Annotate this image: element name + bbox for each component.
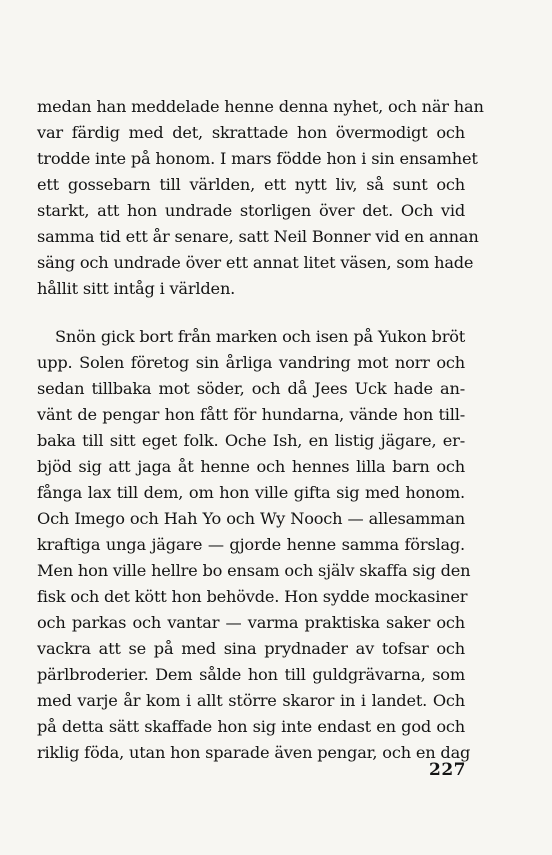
text-line: på detta sätt skaffade hon sig inte endast en god och <box>37 717 465 736</box>
text-line: Och Imego och Hah Yo och Wy Nooch — allesamman <box>37 509 465 528</box>
paragraph-2 <box>37 324 471 766</box>
text-line: säng och undrade över ett annat litet väsen, som hade <box>37 253 474 272</box>
page-number: 227 <box>429 760 466 780</box>
text-line: fånga lax till dem, om hon ville gifta sig med honom. <box>37 483 465 502</box>
text-line: bjöd sig att jaga åt henne och hennes lilla barn och <box>37 457 465 476</box>
text-line: fisk och det kött hon behövde. Hon sydde mockasiner <box>37 587 468 606</box>
text-line: medan han meddelade henne denna nyhet, och när han <box>37 97 484 116</box>
text-line: vackra att se på med sina prydnader av tofsar och <box>37 639 465 658</box>
text-line: starkt, att hon undrade storligen över det. Och vid <box>37 201 465 220</box>
text-line: trodde inte på honom. I mars födde hon i sin ensamhet <box>37 149 478 168</box>
text-line: riklig föda, utan hon sparade även pengar, och en dag <box>37 743 471 762</box>
paragraph-1 <box>37 94 484 302</box>
text-line: Men hon ville hellre bo ensam och själv skaffa sig den <box>37 561 471 580</box>
text-line: var färdig med det, skrattade hon övermodigt och <box>37 123 465 142</box>
text-line: baka till sitt eget folk. Oche Ish, en listig jägare, er- <box>37 431 465 450</box>
text-line: kraftiga unga jägare — gjorde henne samma förslag. <box>37 535 465 554</box>
text-line: pärlbroderier. Dem sålde hon till guldgrävarna, som <box>37 665 465 684</box>
text-line: upp. Solen företog sin årliga vandring mot norr och <box>37 353 465 372</box>
text-line: sedan tillbaka mot söder, och då Jees Uck hade an- <box>37 379 465 398</box>
text-line: ett gossebarn till världen, ett nytt liv, så sunt och <box>37 175 465 194</box>
text-line: hållit sitt intåg i världen. <box>37 279 236 298</box>
text-line: Snön gick bort från marken och isen på Yukon bröt <box>55 327 466 346</box>
text-line: med varje år kom i allt större skaror in i landet. Och <box>37 691 465 710</box>
text-line: och parkas och vantar — varma praktiska saker och <box>37 613 465 632</box>
text-line: samma tid ett år senare, satt Neil Bonner vid en annan <box>37 227 479 246</box>
text-line: vänt de pengar hon fått för hundarna, vände hon till- <box>37 405 465 424</box>
